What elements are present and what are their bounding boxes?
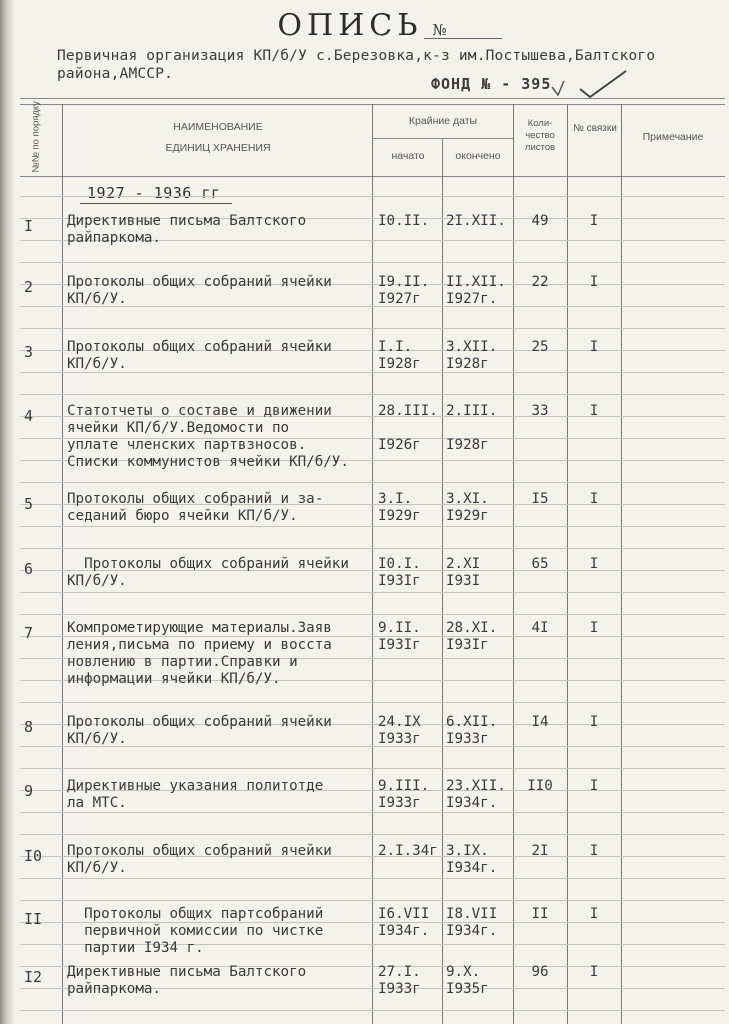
document-title	[0, 8, 729, 43]
ruled-line	[20, 614, 725, 615]
header-start: начато	[391, 150, 425, 162]
row-title: Протоколы общих собраний ячейки КП/б/У.	[67, 556, 349, 589]
row-start-date: 28.III. I926г	[378, 403, 438, 453]
header-end: окончено	[455, 150, 501, 162]
row-number: I	[24, 217, 34, 235]
row-number: 9	[24, 782, 34, 800]
header-bundle: № связки	[573, 123, 617, 134]
row-end-date: 2.III. I928г	[446, 403, 498, 453]
row-end-date: 3.XI. I929г	[446, 491, 489, 524]
row-bundle-number: I	[589, 620, 599, 636]
row-sheet-count: 33	[531, 403, 549, 419]
row-title: Протоколы общих собраний и за- седаний бюро ячейки КП/б/У.	[67, 491, 324, 524]
table-top-line	[20, 98, 725, 99]
row-start-date: 9.III. I933г	[378, 778, 430, 811]
row-start-date: I0.I. I93Iг	[378, 556, 421, 589]
row-number: 5	[24, 495, 34, 513]
ruled-line	[20, 482, 725, 483]
row-start-date: 3.I. I929г	[378, 491, 421, 524]
ruled-line	[20, 526, 725, 527]
row-number: 7	[24, 624, 34, 642]
row-end-date: 2I.XII.	[446, 213, 506, 229]
row-number: 8	[24, 718, 34, 736]
row-sheet-count: 4I	[531, 620, 549, 636]
header-qty: Коли- чество листов	[524, 118, 556, 153]
ruled-line	[20, 592, 725, 593]
ruled-line	[20, 900, 725, 901]
row-end-date: 23.XII. I934г.	[446, 778, 506, 811]
period-label: 1927 - 1936 гг	[87, 184, 221, 202]
row-sheet-count: 49	[531, 213, 549, 229]
title-number-sign: №	[432, 21, 452, 39]
dates-subheader-line	[372, 138, 513, 139]
ruled-line	[20, 768, 725, 769]
row-sheet-count: 2I	[531, 843, 549, 859]
row-bundle-number: I	[589, 213, 599, 229]
header-name: НАИМЕНОВАНИЕ ЕДИНИЦ ХРАНЕНИЯ	[165, 121, 271, 154]
row-end-date: I8.VII I934г.	[446, 906, 498, 939]
row-start-date: I9.II. I927г	[378, 274, 430, 307]
row-title: Компрометирующие материалы.Заяв ления,письма по приему и восста новлению в партии.Справки и информации ячейки КП/б/У.	[67, 620, 332, 687]
row-number: 4	[24, 407, 34, 425]
row-end-date: II.XII. I927г.	[446, 274, 506, 307]
row-sheet-count: 65	[531, 556, 549, 572]
title-number-blank	[424, 38, 502, 39]
row-sheet-count: 25	[531, 339, 549, 355]
row-bundle-number: I	[589, 274, 599, 290]
ruled-line	[20, 1010, 725, 1011]
col-divider-start	[442, 138, 443, 1024]
organization-line-2: района,АМССР.	[57, 66, 174, 82]
row-title: Протоколы общих партсобраний первичной комиссии по чистке партии I934 г.	[67, 906, 324, 956]
row-end-date: 3.IX. I934г.	[446, 843, 498, 876]
ruled-line	[20, 548, 725, 549]
row-start-date: I0.II.	[378, 213, 430, 229]
row-bundle-number: I	[589, 491, 599, 507]
row-end-date: 6.XII. I933г	[446, 714, 498, 747]
header-note: Примечание	[642, 131, 704, 143]
row-bundle-number: I	[589, 778, 599, 794]
row-number: II	[24, 910, 43, 928]
ruled-line	[20, 702, 725, 703]
row-end-date: 2.XI I93I	[446, 556, 481, 589]
header-num: №№ по порядку	[30, 101, 42, 173]
col-divider-bundle	[621, 104, 622, 1024]
row-sheet-count: 96	[531, 964, 549, 980]
row-title: Директивные письма Балтского райпаркома.	[67, 964, 307, 997]
row-start-date: 2.I.34г	[378, 843, 438, 859]
ruled-line	[20, 878, 725, 879]
row-start-date: I.I. I928г	[378, 339, 421, 372]
fond-number: ФОНД № - 395	[431, 75, 552, 93]
ruled-line	[20, 262, 725, 263]
row-start-date: 9.II. I93Iг	[378, 620, 421, 653]
col-divider-name	[372, 104, 373, 1024]
page-binding-edge	[0, 0, 14, 1024]
ruled-line	[20, 394, 725, 395]
row-start-date: 24.IX I933г	[378, 714, 421, 747]
row-bundle-number: I	[589, 906, 599, 922]
ruled-line	[20, 328, 725, 329]
row-title: Протоколы общих собраний ячейки КП/б/У.	[67, 339, 332, 372]
row-sheet-count: 22	[531, 274, 549, 290]
col-divider-num	[62, 104, 63, 1024]
row-end-date: 9.X. I935г	[446, 964, 489, 997]
row-sheet-count: II	[531, 906, 549, 922]
row-bundle-number: I	[589, 843, 599, 859]
row-number: 6	[24, 560, 34, 578]
row-end-date: 28.XI. I93Iг	[446, 620, 498, 653]
row-title: Протоколы общих собраний ячейки КП/б/У.	[67, 843, 332, 876]
row-bundle-number: I	[589, 403, 599, 419]
row-sheet-count: I4	[531, 714, 549, 730]
title-text: ОПИСЬ	[277, 8, 423, 43]
ruled-line	[20, 196, 725, 197]
row-title: Протоколы общих собраний ячейки КП/б/У.	[67, 274, 332, 307]
row-title: Протоколы общих собраний ячейки КП/б/У.	[67, 714, 332, 747]
row-bundle-number: I	[589, 964, 599, 980]
row-end-date: 3.XII. I928г	[446, 339, 498, 372]
row-bundle-number: I	[589, 339, 599, 355]
row-start-date: 27.I. I933г	[378, 964, 421, 997]
row-bundle-number: I	[589, 714, 599, 730]
row-title: Статотчеты о составе и движении ячейки КП/б/У.Ведомости по уплате членских партвзносов. Списки коммунистов ячейки КП/б/У.	[67, 403, 349, 470]
handwritten-check-mark	[550, 69, 630, 99]
row-number: I2	[24, 968, 43, 986]
period-underline	[80, 203, 232, 204]
row-number: 3	[24, 343, 34, 361]
row-sheet-count: II0	[527, 778, 553, 794]
ruled-line	[20, 834, 725, 835]
row-number: I0	[24, 847, 43, 865]
row-title: Директивные указания политотде ла МТС.	[67, 778, 324, 811]
row-start-date: I6.VII I934г.	[378, 906, 430, 939]
organization-line-1: Первичная организация КП/б/У с.Березовка,к-з им.Постышева,Балтского	[57, 48, 656, 64]
row-title: Директивные письма Балтского райпаркома.	[67, 213, 307, 246]
row-bundle-number: I	[589, 556, 599, 572]
row-number: 2	[24, 278, 34, 296]
header-dates: Крайние даты	[408, 115, 478, 127]
ruled-line	[20, 812, 725, 813]
row-sheet-count: I5	[531, 491, 549, 507]
